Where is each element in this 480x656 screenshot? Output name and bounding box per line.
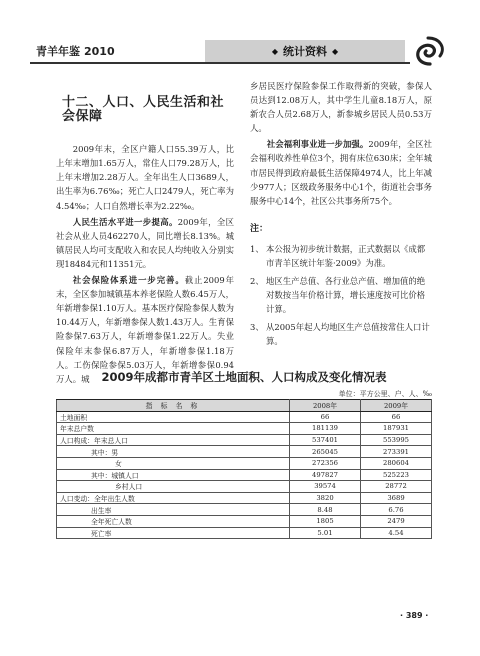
year-2008-header: 2008年 <box>290 400 361 412</box>
value-2009: 553995 <box>361 434 432 446</box>
diamond-icon: ◆ <box>271 46 278 56</box>
row-label: 死亡率 <box>57 527 290 539</box>
table-row <box>57 457 432 469</box>
page-header <box>30 40 448 68</box>
value-2008: 39574 <box>290 481 361 493</box>
welfare-text: 2009年，全区社会福利收养性单位3个，拥有床位630床；全年城市居民得到政府最低生活保障4974人，比上年减少977人；区级政务服务中心1个，街道社会事务服务中心14个，社区公共事务所75个。 <box>250 139 432 206</box>
note-text: 地区生产总值、各行业总产值、增加值的绝对数按当年价格计算，增长速度按可比价格计算。 <box>266 275 426 314</box>
row-label: 土地面积 <box>57 411 290 423</box>
value-2009: 525223 <box>361 469 432 481</box>
table-row <box>57 515 432 527</box>
table-row <box>57 411 432 423</box>
table-unit: 单位：平方公里、户、人、‰ <box>338 390 432 398</box>
value-2008: 5.01 <box>290 527 361 539</box>
row-label: 人口构成：年末总人口 <box>57 434 290 446</box>
value-2009: 6.76 <box>361 504 432 516</box>
table-row <box>57 434 432 446</box>
table-row <box>57 527 432 539</box>
row-label: 乡村人口 <box>57 481 290 493</box>
value-2008: 181139 <box>290 423 361 435</box>
swirl-logo-icon <box>410 34 448 68</box>
value-2009: 280604 <box>361 457 432 469</box>
row-label: 女 <box>57 457 290 469</box>
book-title: 青羊年鉴 <box>36 45 80 58</box>
value-2008: 66 <box>290 411 361 423</box>
value-2009: 3689 <box>361 492 432 504</box>
page-number: · 389 · <box>400 611 429 620</box>
section-banner <box>205 40 405 62</box>
row-label: 其中：男 <box>57 446 290 458</box>
insurance-text: 截止2009年末，全区参加城镇基本养老保险人数6.45万人，年新增参保1.10万人。基本医疗保险参保人数为10.44万人，年新增参保人数1.43万人。生育保险参保7.63万人，年新增参保1.22万人。失业保险年末参保6.87万人，年新增参保1.18万人。工伤保险参保5.03万人，年新增参保0.94万人。城 <box>56 275 234 384</box>
note-item <box>250 274 432 316</box>
table-row <box>57 469 432 481</box>
table-header-row <box>57 400 432 412</box>
value-2009: 2479 <box>361 515 432 527</box>
note-number: 3、 <box>250 321 264 332</box>
table-row <box>57 504 432 516</box>
row-label: 全年死亡人数 <box>57 515 290 527</box>
welfare-lead: 社会福利事业进一步加强。 <box>266 139 369 150</box>
note-item <box>250 320 432 348</box>
row-label: 人口变动：全年出生人数 <box>57 492 290 504</box>
section-title: 十二、人口、人民生活和社会保障 <box>62 95 225 125</box>
living-standard-text: 2009年，全区社会从业人员462270人，同比增长8.13%。城镇居民人均可支配收入和农民人均纯收入分别实现18484元和11351元。 <box>56 216 234 269</box>
left-column <box>56 86 234 388</box>
section-name: 统计资料 <box>283 45 327 58</box>
table-row <box>57 446 432 458</box>
value-2009: 187931 <box>361 423 432 435</box>
book-year: 2010 <box>84 44 115 58</box>
value-2008: 3820 <box>290 492 361 504</box>
note-text: 从2005年起人均地区生产总值按常住人口计算。 <box>266 321 430 346</box>
diamond-icon: ◆ <box>332 46 339 56</box>
note-number: 2、 <box>250 275 264 286</box>
value-2008: 272356 <box>290 457 361 469</box>
welfare-paragraph <box>250 137 432 207</box>
living-standard-lead: 人民生活水平进一步提高。 <box>72 216 178 227</box>
row-label: 其中：城镇人口 <box>57 469 290 481</box>
table-row <box>57 423 432 435</box>
row-label: 出生率 <box>57 504 290 516</box>
living-standard-paragraph <box>56 215 234 271</box>
population-paragraph: 2009年末，全区户籍人口55.39万人，比上年末增加1.65万人，常住人口79.28万人，比上年末增加2.28万人。全年出生人口3689人，出生率为6.76‰；死亡人口2479人，死亡率为4.54‰；人口自然增长率为2.22‰。 <box>56 144 234 211</box>
indicator-header: 指 标 名 称 <box>57 400 290 412</box>
value-2008: 8.48 <box>290 504 361 516</box>
value-2008: 537401 <box>290 434 361 446</box>
year-2009-header: 2009年 <box>361 400 432 412</box>
value-2009: 273391 <box>361 446 432 458</box>
value-2008: 265045 <box>290 446 361 458</box>
value-2008: 1805 <box>290 515 361 527</box>
table-title: 2009年成都市青羊区土地面积、人口构成及变化情况表 <box>101 370 387 384</box>
value-2008: 497827 <box>290 469 361 481</box>
insurance-lead: 社会保险体系进一步完善。 <box>72 275 185 286</box>
value-2009: 4.54 <box>361 527 432 539</box>
medical-insurance-paragraph: 乡居民医疗保险参保工作取得新的突破，参保人员达到12.08万人，其中学生儿童8.18万人，原新农合人员2.68万人，新参城乡居民人员0.53万人。 <box>250 81 432 134</box>
value-2009: 28772 <box>361 481 432 493</box>
running-head-book <box>30 40 205 62</box>
row-label: 年末总户数 <box>57 423 290 435</box>
note-number: 1、 <box>250 243 264 254</box>
value-2009: 66 <box>361 411 432 423</box>
header-rule <box>30 62 410 64</box>
note-item <box>250 242 432 270</box>
right-column <box>250 79 432 352</box>
table-row <box>57 492 432 504</box>
population-table <box>56 399 432 539</box>
table-row <box>57 481 432 493</box>
note-text: 本公报为初步统计数据，正式数据以《成都市青羊区统计年鉴·2009》为准。 <box>266 243 426 268</box>
notes-heading: 注： <box>250 223 269 234</box>
